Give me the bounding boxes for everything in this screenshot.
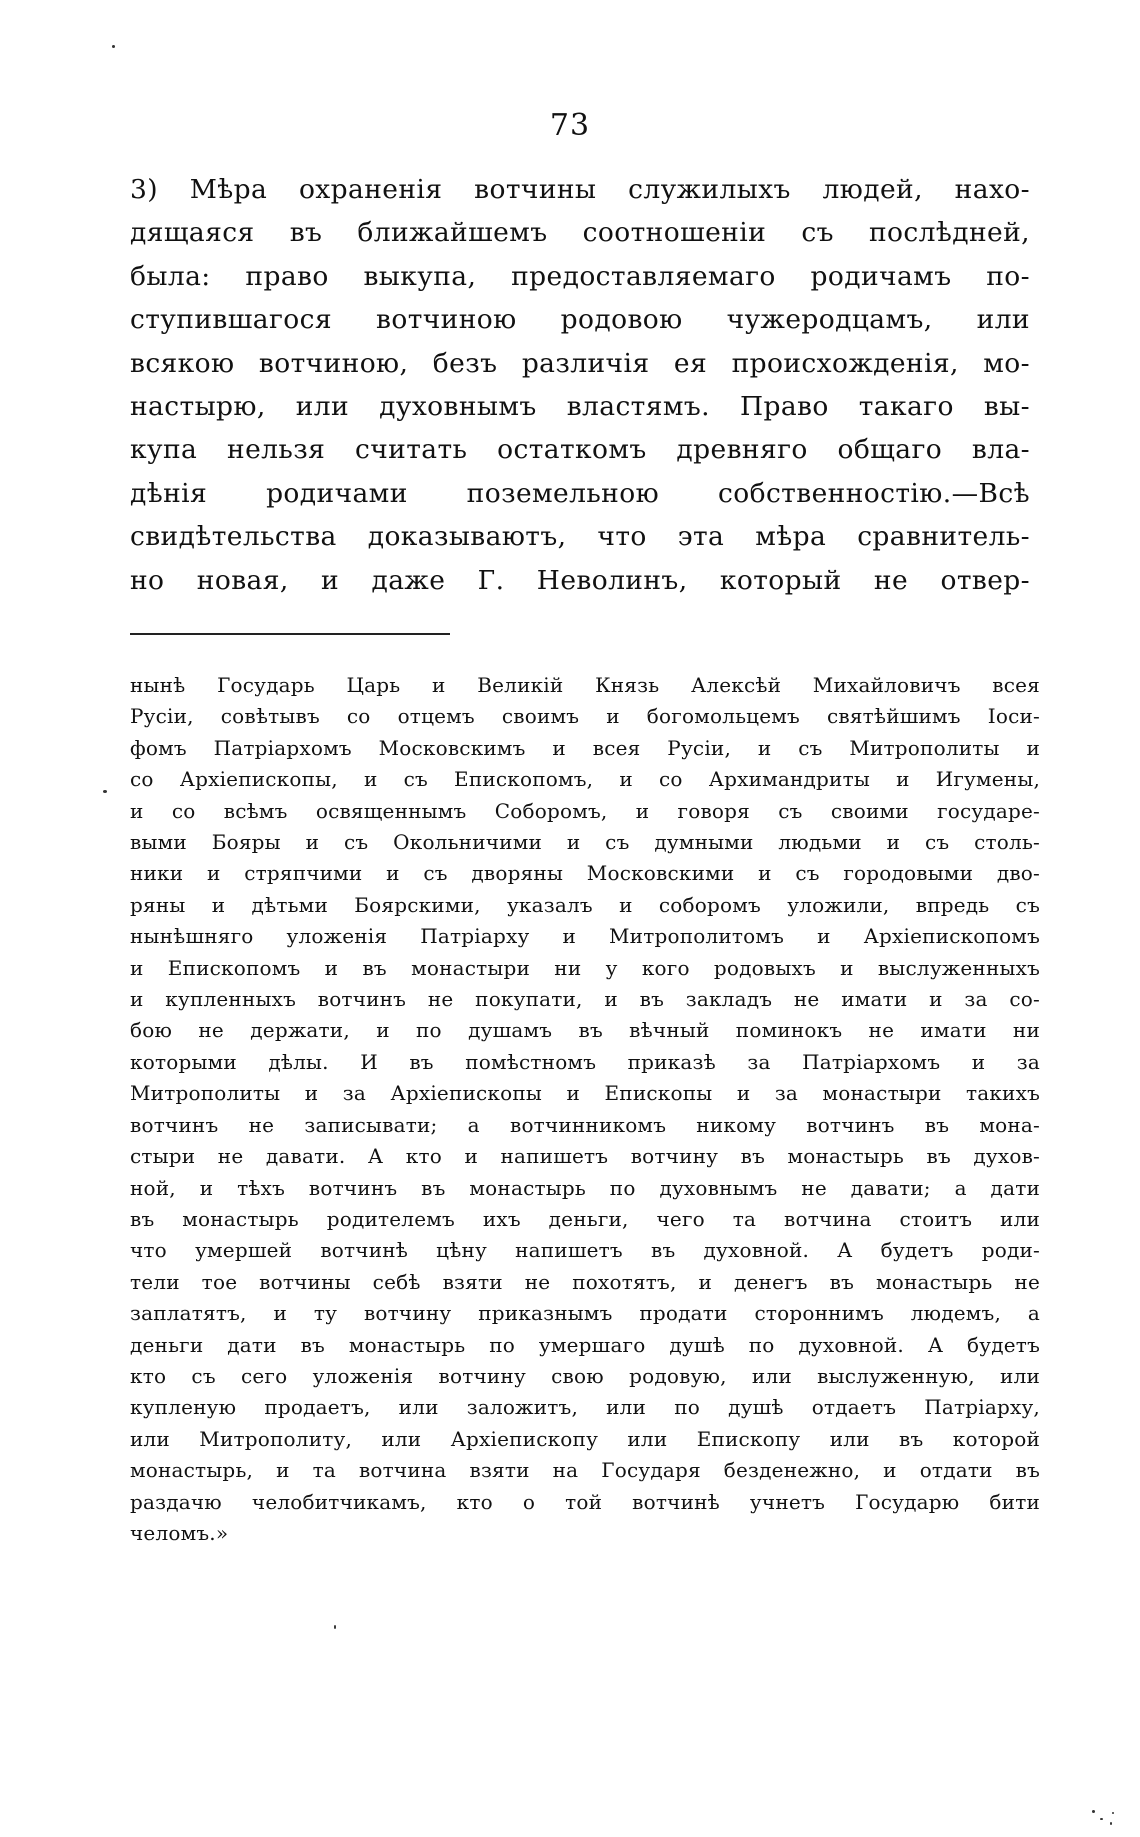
footnote-line: купленую продаетъ, или заложитъ, или по душѣ отдаетъ Патріарху,: [130, 1395, 1040, 1420]
footnote-line: нынѣшняго уложенія Патріарху и Митрополитомъ и Архіепископомъ: [130, 924, 1040, 949]
footnote-line: ники и стряпчими и съ дворяны Московскими и съ городовыми дво-: [130, 861, 1040, 886]
main-text-line: дящаяся въ ближайшемъ соотношеніи съ послѣдней,: [130, 217, 1030, 249]
footnote-line: и купленныхъ вотчинъ не покупати, и въ закладъ не имати и за со-: [130, 987, 1040, 1012]
footnote-line: въ монастырь родителемъ ихъ деньги, чего та вотчина стоитъ или: [130, 1206, 1040, 1231]
footnote-line: со Архіепископы, и съ Епископомъ, и со Архимандриты и Игумены,: [130, 767, 1040, 792]
scan-speck: [334, 1625, 336, 1629]
footnote-line: заплатятъ, и ту вотчину приказнымъ продати стороннимъ людемъ, а: [130, 1301, 1040, 1326]
footnote-line: раздачю челобитчикамъ, кто о той вотчинѣ учнетъ Государю бити: [130, 1489, 1040, 1514]
page-number: 73: [549, 108, 591, 143]
footnote-line: нынѣ Государь Царь и Великій Князь Алексѣй Михайловичъ всея: [130, 673, 1040, 697]
scan-speck: [103, 790, 107, 793]
main-text-line: была: право выкупа, предоставляемаго родичамъ по-: [130, 260, 1030, 292]
footnote-line: стыри не давати. А кто и напишетъ вотчину въ монастырь въ духов-: [130, 1144, 1040, 1169]
scan-speck: [1110, 1822, 1112, 1825]
scan-speck: [1112, 1812, 1114, 1814]
main-text-line: но новая, и даже Г. Неволинъ, который не отвер-: [130, 564, 1030, 596]
main-text-line: свидѣтельства доказываютъ, что эта мѣра сравнитель-: [130, 521, 1030, 553]
footnote-line: Митрополиты и за Архіепископы и Епископы и за монастыри такихъ: [130, 1081, 1040, 1106]
footnote-line: бою не держати, и по душамъ въ вѣчный поминокъ не имати ни: [130, 1018, 1040, 1043]
main-text-line: настырю, или духовнымъ властямъ. Право такаго вы-: [130, 391, 1030, 423]
scan-speck: [112, 45, 115, 48]
scan-speck: [1100, 1818, 1103, 1820]
footnote-line: кто съ сего уложенія вотчину свою родовую, или выслуженную, или: [130, 1363, 1040, 1388]
footnote-line: ряны и дѣтьми Боярскими, указалъ и соборомъ уложили, впредь съ: [130, 892, 1040, 917]
footnote-divider: [130, 633, 450, 635]
main-text: [130, 168, 1030, 602]
footnote-line: ной, и тѣхъ вотчинъ въ монастырь по духовнымъ не давати; а дати: [130, 1175, 1040, 1200]
footnote-line: фомъ Патріархомъ Московскимъ и всея Русіи, и съ Митрополиты и: [130, 735, 1040, 760]
scan-speck: [1092, 1810, 1095, 1813]
footnote-line: Русіи, совѣтывъ со отцемъ своимъ и богомольцемъ святѣйшимъ Іоси-: [130, 704, 1040, 729]
footnote-line: или Митрополиту, или Архіепископу или Епископу или въ которой: [130, 1426, 1040, 1451]
footnote-line: которыми дѣлы. И въ помѣстномъ приказѣ за Патріархомъ и за: [130, 1049, 1040, 1074]
main-text-line: ступившагося вотчиною родовою чужеродцамъ, или: [130, 304, 1030, 336]
main-text-line: всякою вотчиною, безъ различія ея происхожденія, мо-: [130, 347, 1030, 379]
footnote-line: тели тое вотчины себѣ взяти не похотятъ, и денегъ въ монастырь не: [130, 1269, 1040, 1294]
footnote-line: и со всѣмъ освященнымъ Соборомъ, и говоря съ своими государе-: [130, 798, 1040, 823]
footnote-line: челомъ.»: [130, 1520, 229, 1545]
footnote-line: и Епископомъ и въ монастыри ни у кого родовыхъ и выслуженныхъ: [130, 955, 1040, 980]
footnote: [130, 670, 1040, 1549]
main-text-line: купа нельзя считать остаткомъ древняго общаго вла-: [130, 434, 1030, 466]
main-text-line: 3) Мѣра охраненія вотчины служилыхъ людей, нахо-: [130, 174, 1030, 205]
main-text-line: дѣнія родичами поземельною собственностію.—Всѣ: [130, 477, 1030, 509]
footnote-line: вотчинъ не записывати; а вотчинникомъ никому вотчинъ въ мона-: [130, 1112, 1040, 1137]
footnote-line: монастырь, и та вотчина взяти на Государя безденежно, и отдати въ: [130, 1458, 1040, 1483]
footnote-line: что умершей вотчинѣ цѣну напишетъ въ духовной. А будетъ роди-: [130, 1238, 1040, 1263]
footnote-line: деньги дати въ монастырь по умершаго душѣ по духовной. А будетъ: [130, 1332, 1040, 1357]
footnote-line: выми Бояры и съ Окольничими и съ думными людьми и съ столь-: [130, 830, 1040, 855]
